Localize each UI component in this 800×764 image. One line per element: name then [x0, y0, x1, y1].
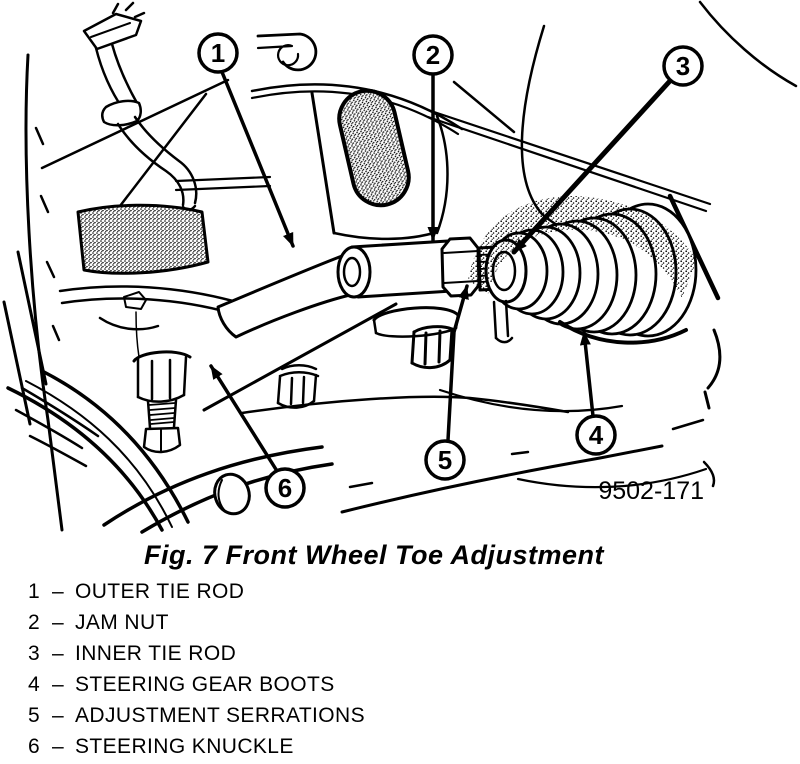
- legend-item-jam-nut: [0, 607, 760, 638]
- legend-num: 4: [28, 672, 41, 696]
- legend-num: 6: [28, 734, 41, 758]
- legend-label: JAM NUT: [75, 610, 169, 634]
- legend-label: INNER TIE ROD: [75, 641, 237, 665]
- legend-label: STEERING KNUCKLE: [75, 734, 294, 758]
- legend-num: 3: [28, 641, 41, 665]
- leader-line-4: [584, 332, 593, 416]
- svg-text:1: 1: [210, 38, 226, 68]
- legend-num: 2: [28, 610, 41, 634]
- legend-num: 1: [28, 579, 41, 603]
- mount-bolt-drawing: [374, 308, 458, 368]
- legend-label: OUTER TIE ROD: [75, 579, 245, 603]
- steering-gear-boot-drawing: [468, 196, 697, 343]
- legend: [0, 576, 760, 762]
- legend-label: STEERING GEAR BOOTS: [75, 672, 335, 696]
- svg-text:3: 3: [675, 51, 691, 81]
- callout-2: [414, 36, 452, 74]
- svg-text:4: 4: [588, 420, 604, 450]
- svg-text:6: 6: [277, 473, 293, 503]
- figure-caption: Fig. 7 Front Wheel Toe Adjustment: [144, 540, 604, 570]
- legend-item-steering-knuckle: [0, 731, 760, 762]
- legend-dash: –: [52, 734, 65, 758]
- leader-line-5: [448, 286, 467, 440]
- leader-line-6: [211, 366, 277, 471]
- legend-item-steering-gear-boots: [0, 669, 760, 700]
- legend-item-inner-tie-rod: [0, 638, 760, 669]
- outer-tie-rod-drawing: [218, 241, 452, 337]
- callout-1: [199, 34, 237, 72]
- leader-line-1: [222, 72, 293, 246]
- legend-dash: –: [52, 610, 65, 634]
- callout-5: [426, 441, 464, 479]
- svg-text:5: 5: [437, 445, 453, 475]
- callout-6: [266, 469, 304, 507]
- small-bolt-drawing: [278, 365, 318, 407]
- legend-dash: –: [52, 641, 65, 665]
- legend-dash: –: [52, 579, 65, 603]
- slot-stipple: [334, 85, 415, 211]
- legend-dash: –: [52, 672, 65, 696]
- legend-num: 5: [28, 703, 41, 727]
- hook-curl-drawing: [258, 34, 316, 70]
- steering-knuckle-drawing: [60, 205, 233, 452]
- svg-text:2: 2: [425, 40, 441, 70]
- legend-label: ADJUSTMENT SERRATIONS: [75, 703, 365, 727]
- legend-item-adjustment-serrations: [0, 700, 760, 731]
- figure-code: 9502-171: [598, 477, 704, 505]
- callout-4: [577, 416, 615, 454]
- callout-3: [664, 47, 702, 85]
- legend-item-outer-tie-rod: [0, 576, 760, 607]
- legend-dash: –: [52, 703, 65, 727]
